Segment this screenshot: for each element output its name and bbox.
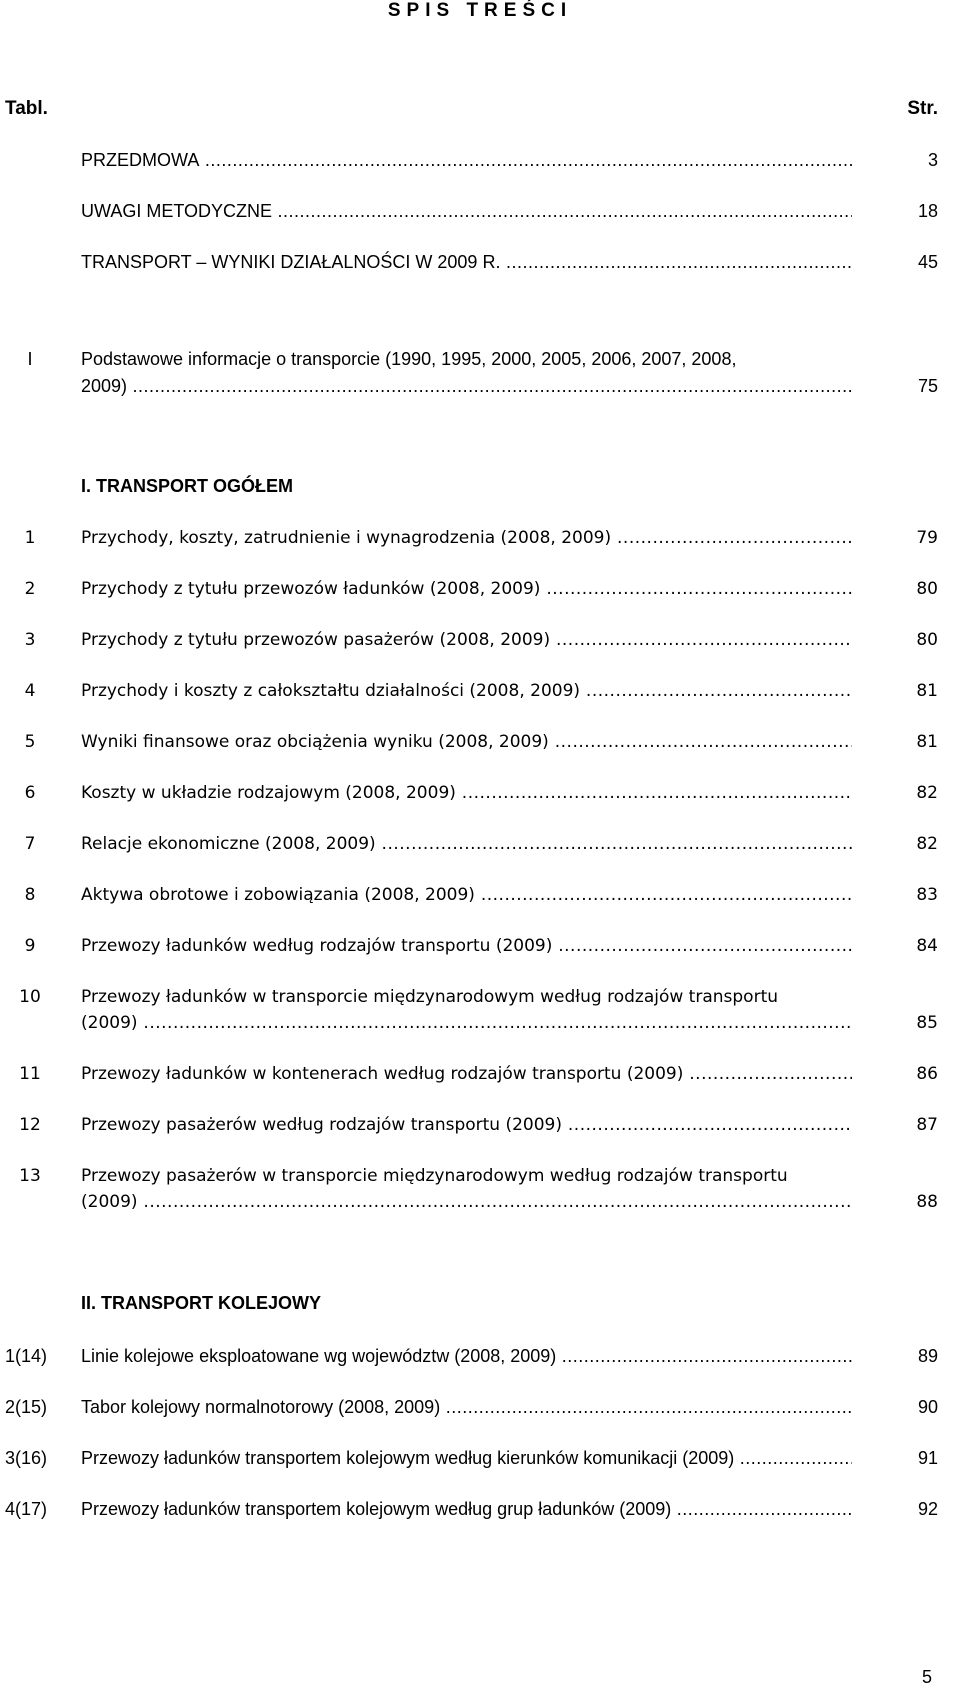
toc-entry-text: UWAGI METODYCZNE ..... — [81, 199, 852, 223]
toc-entry-page: 81 — [916, 732, 938, 752]
toc-entry-page: 84 — [916, 936, 938, 956]
page-number: 5 — [921, 1667, 932, 1687]
toc-entry-page: 79 — [916, 528, 938, 548]
toc-entry-text: Koszty w układzie rodzajowym (2008, 2009) ..... — [81, 781, 852, 805]
toc-entry-page: 80 — [916, 579, 938, 599]
toc-entry-text: Przychody z tytułu przewozów pasażerów (2008, 2009) ..... — [81, 628, 852, 652]
toc-entry-page: 86 — [916, 1064, 938, 1084]
toc-entry-text: Przewozy ładunków transportem kolejowym według kierunków komunikacji (2009) ..... — [81, 1446, 852, 1470]
toc-entry-page: 87 — [916, 1115, 938, 1135]
toc-entry-text: Wyniki finansowe oraz obciążenia wyniku (2008, 2009) ..... — [81, 730, 852, 754]
toc-entry-page: 81 — [916, 681, 938, 701]
toc-entry-page: 82 — [916, 783, 938, 803]
toc-entry-text: Przewozy pasażerów według rodzajów transportu (2009) ..... — [81, 1113, 852, 1137]
toc-entry-text: Przychody z tytułu przewozów ładunków (2008, 2009) ..... — [81, 577, 852, 601]
toc-entry-number: 2(15) — [5, 1397, 48, 1417]
toc-entry-page: 89 — [917, 1346, 938, 1366]
toc-entry-page: 83 — [916, 885, 938, 905]
toc-entry-page: 88 — [916, 1192, 938, 1212]
toc-entry-text-line2: 2009) ..... — [81, 374, 852, 398]
toc-entry-text-line1: Przewozy ładunków w transporcie międzynarodowym według rodzajów transportu — [81, 987, 779, 1007]
toc-entry-page: 45 — [917, 252, 938, 272]
toc-entry-page: 18 — [917, 201, 938, 221]
toc-entry-text: Relacje ekonomiczne (2008, 2009) ..... — [81, 832, 852, 856]
toc-entry-page: 90 — [917, 1397, 938, 1417]
toc-entry-number: 1 — [24, 528, 36, 548]
toc-entry-text-line2: (2009) ..... — [81, 1011, 852, 1035]
toc-entry-text: Przychody i koszty z całokształtu działalności (2008, 2009) ..... — [81, 679, 852, 703]
toc-entry-text: Przewozy ładunków według rodzajów transportu (2009) ..... — [81, 934, 852, 958]
toc-entry-text: Tabor kolejowy normalnotorowy (2008, 2009) ..... — [81, 1395, 852, 1419]
toc-entry-number: 1(14) — [5, 1346, 48, 1366]
toc-entry-text: Przychody, koszty, zatrudnienie i wynagrodzenia (2008, 2009) ..... — [81, 526, 852, 550]
toc-entry-page: 80 — [916, 630, 938, 650]
column-header-table: Tabl. — [5, 98, 48, 119]
toc-entry-page: 3 — [927, 150, 938, 170]
toc-entry-text-line2: (2009) ..... — [81, 1190, 852, 1214]
toc-entry-number: 13 — [19, 1166, 41, 1186]
toc-entry-page: 91 — [917, 1448, 938, 1468]
toc-entry-number: 10 — [19, 987, 41, 1007]
section-heading-rail-transport: II. TRANSPORT KOLEJOWY — [81, 1293, 322, 1313]
toc-entry-number: 7 — [24, 834, 36, 854]
toc-entry-number: 4(17) — [5, 1499, 48, 1519]
toc-entry-text: Przewozy ładunków transportem kolejowym według grup ładunków (2009) ..... — [81, 1497, 852, 1521]
toc-entry-number: 11 — [19, 1064, 41, 1084]
toc-entry-number: 12 — [19, 1115, 41, 1135]
toc-entry-page: 82 — [916, 834, 938, 854]
toc-entry-number: 6 — [24, 783, 36, 803]
toc-entry-text: Przewozy ładunków w kontenerach według rodzajów transportu (2009) ..... — [81, 1062, 852, 1086]
page-title: SPIS TREŚCI — [387, 0, 573, 21]
toc-entry-text: Linie kolejowe eksploatowane wg województw (2008, 2009) ..... — [81, 1344, 852, 1368]
toc-entry-text-line1: Przewozy pasażerów w transporcie międzynarodowym według rodzajów transportu — [81, 1166, 788, 1186]
toc-entry-number: 3(16) — [5, 1448, 48, 1468]
toc-entry-text-line1: Podstawowe informacje o transporcie (1990, 1995, 2000, 2005, 2006, 2007, 2008, — [81, 349, 737, 369]
toc-entry-text: TRANSPORT – WYNIKI DZIAŁALNOŚCI W 2009 R. ..... — [81, 250, 852, 274]
toc-entry-number: 5 — [24, 732, 36, 752]
toc-entry-text: PRZEDMOWA ..... — [81, 148, 852, 172]
toc-entry-number: 2 — [24, 579, 36, 599]
toc-entry-number: I — [27, 349, 33, 369]
toc-entry-page: 75 — [917, 376, 938, 396]
toc-entry-number: 4 — [24, 681, 36, 701]
toc-entry-page: 85 — [916, 1013, 938, 1033]
column-header-page: Str. — [907, 98, 938, 119]
toc-entry-page: 92 — [917, 1499, 938, 1519]
toc-entry-text: Aktywa obrotowe i zobowiązania (2008, 2009) ..... — [81, 883, 852, 907]
toc-entry-number: 3 — [24, 630, 36, 650]
toc-entry-number: 9 — [24, 936, 36, 956]
toc-entry-number: 8 — [24, 885, 36, 905]
section-heading-transport-total: I. TRANSPORT OGÓŁEM — [81, 476, 294, 496]
